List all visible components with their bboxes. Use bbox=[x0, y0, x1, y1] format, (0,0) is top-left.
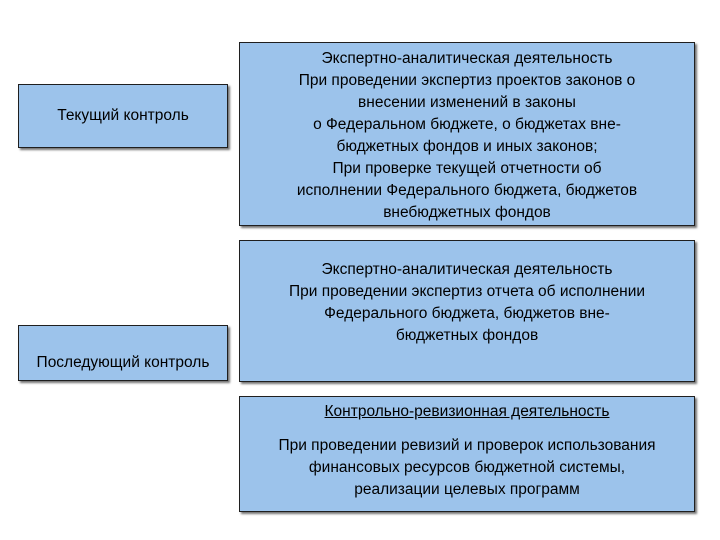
box1-line: При проверке текущей отчетности об bbox=[332, 160, 602, 177]
control-audit-box bbox=[239, 396, 695, 512]
subsequent-control-label: Последующий контроль bbox=[36, 354, 210, 371]
current-control-box bbox=[18, 84, 228, 148]
expert-analytical-box-subsequent bbox=[239, 240, 695, 382]
box3-line: финансовых ресурсов бюджетной системы, bbox=[308, 459, 626, 476]
box1-line: внесении изменений в законы bbox=[358, 94, 576, 111]
subsequent-control-box bbox=[18, 325, 228, 381]
box1-line: внебюджетных фондов bbox=[383, 204, 551, 221]
box1-line: исполнении Федерального бюджета, бюджетов bbox=[296, 182, 638, 199]
box2-line: При проведении экспертиз отчета об исполнении bbox=[288, 283, 646, 300]
box2-line: бюджетных фондов bbox=[395, 327, 539, 344]
box1-line: бюджетных фондов и иных законов; bbox=[336, 138, 598, 155]
box2-line: Федерального бюджета, бюджетов вне- bbox=[324, 305, 610, 322]
expert-analytical-box-current bbox=[239, 42, 695, 226]
box3-line: При проведении ревизий и проверок использования bbox=[278, 437, 656, 454]
current-control-label: Текущий контроль bbox=[57, 107, 189, 124]
box3-spacer bbox=[240, 423, 694, 435]
box1-line: о Федеральном бюджете, о бюджетах вне- bbox=[313, 116, 621, 133]
box1-line: Экспертно-аналитическая деятельность bbox=[321, 50, 613, 67]
box3-heading: Контрольно-ревизионная деятельность bbox=[324, 403, 610, 420]
box1-line: При проведении экспертиз проектов законов о bbox=[298, 72, 636, 89]
box2-line: Экспертно-аналитическая деятельность bbox=[321, 261, 613, 278]
box3-line: реализации целевых программ bbox=[354, 481, 580, 498]
